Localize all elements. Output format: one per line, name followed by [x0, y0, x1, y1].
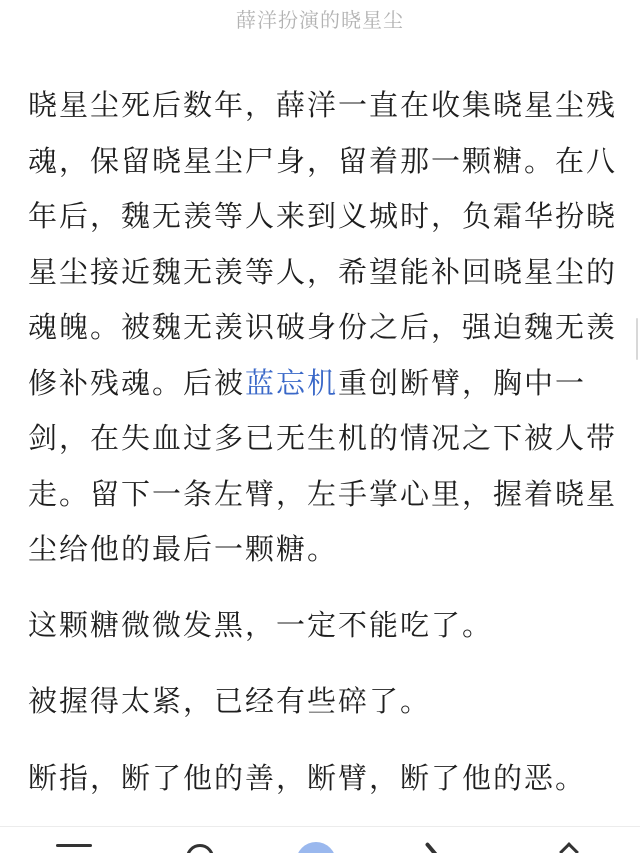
up-arrow-icon[interactable] — [559, 842, 579, 853]
article-body — [28, 78, 624, 827]
lan-wangji-link[interactable]: 蓝忘机 — [245, 365, 339, 400]
scrollbar[interactable] — [636, 318, 638, 360]
image-caption: 薛洋扮演的晓星尘 — [236, 8, 404, 32]
home-icon[interactable] — [296, 842, 336, 853]
paragraph-4: 断指，断了他的善，断臂，断了他的恶。 — [28, 760, 587, 795]
pen-icon[interactable] — [425, 842, 440, 853]
menu-icon[interactable] — [56, 844, 92, 847]
paragraph-1-text-b: 重创断臂，胸中一剑，在失血过多已无生机的情况之下被人带走。留下一条左臂，左手掌心里，握着晓星尘给他的最后一颗糖。 — [28, 365, 618, 566]
paragraph-1-text-a: 晓星尘死后数年，薛洋一直在收集晓星尘残魂，保留晓星尘尸身，留着那一颗糖。在八年后，魏无羡等人来到义城时，负霜华扮晓星尘接近魏无羡等人，希望能补回晓星尘的魂魄。被魏无羡识破身份之后，强迫魏无羡修补残魂。后被 — [28, 88, 618, 400]
paragraph-1 — [28, 78, 624, 578]
bottom-toolbar — [0, 826, 640, 853]
search-icon[interactable] — [186, 844, 214, 853]
paragraph-3: 被握得太紧，已经有些碎了。 — [28, 684, 432, 718]
paragraph-2: 这颗糖微微发黑，一定不能吃了。 — [28, 607, 494, 642]
